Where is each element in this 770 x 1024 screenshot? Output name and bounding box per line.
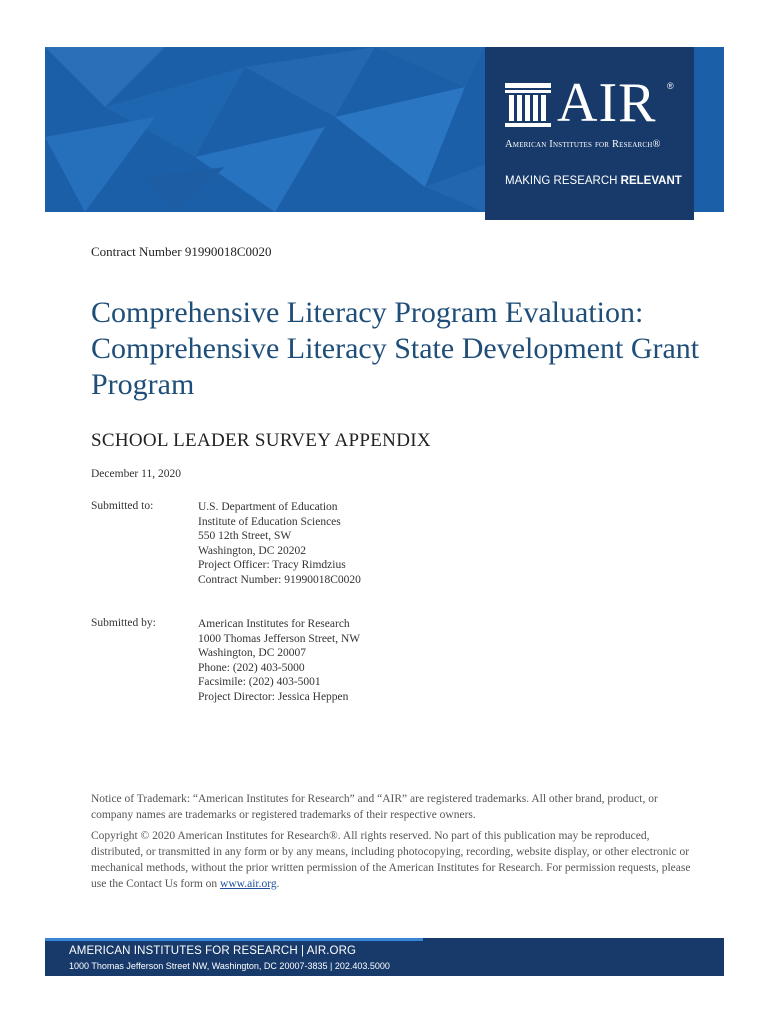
address-line: Washington, DC 20007 [198,647,307,660]
document-title: Comprehensive Literacy Program Evaluation: Comprehensive Literacy State Development Grant Program [91,296,700,401]
submitted-by-label: Submitted by: [91,617,156,629]
air-website-link[interactable]: www.air.org [220,878,277,890]
address-line: 1000 Thomas Jefferson Street, NW [198,632,361,645]
trademark-notice: Notice of Trademark: “American Institutes for Research” and “AIR” are registered trademarks. All other brand, product, or company names are trademarks or registered trademarks of their respective owners. [91,793,658,821]
footer-org-line: AMERICAN INSTITUTES FOR RESEARCH | AIR.ORG [69,945,357,957]
columned-building-icon [505,83,551,129]
address-line: Project Officer: Tracy Rimdzius [198,559,346,572]
copyright-notice: Copyright © 2020 American Institutes for Research®. All rights reserved. No part of this publication may be reproduced, distributed, or transmitted in any form or by any means, including photocopying, recording, website display, or other electronic or mechanical methods, without the prior written permission of the American Institutes for Research. For permission requests, please use the Contact Us form on www.air.org. [91,830,691,890]
document-subtitle: SCHOOL LEADER SURVEY APPENDIX [91,430,431,451]
footer-address-line: 1000 Thomas Jefferson Street NW, Washington, DC 20007-3835 | 202.403.5000 [69,961,390,971]
address-line: Contract Number: 91990018C0020 [198,573,361,586]
address-line: 550 12th Street, SW [198,530,292,543]
contract-number: Contract Number 91990018C0020 [91,244,272,259]
tagline: MAKING RESEARCH RELEVANT [505,175,682,187]
address-line: Project Director: Jessica Heppen [198,690,349,703]
air-logo-block [485,47,694,220]
footer-bar [45,938,724,976]
submitted-to-label: Submitted to: [91,500,154,512]
address-line: U.S. Department of Education [198,501,338,513]
address-line: Washington, DC 20202 [198,544,307,557]
footer-accent-line [45,938,423,941]
air-wordmark: AIR [557,72,657,134]
registered-mark: ® [667,81,674,91]
submitted-to-address [198,500,361,588]
submitted-by-address [198,617,360,705]
address-line: Facsimile: (202) 403-5001 [198,676,321,689]
address-line: Phone: (202) 403-5000 [198,661,305,674]
address-line: American Institutes for Research [198,618,350,630]
address-line: Institute of Education Sciences [198,515,341,528]
organization-name: American Institutes for Research® [505,139,661,150]
document-date: December 11, 2020 [91,468,181,480]
